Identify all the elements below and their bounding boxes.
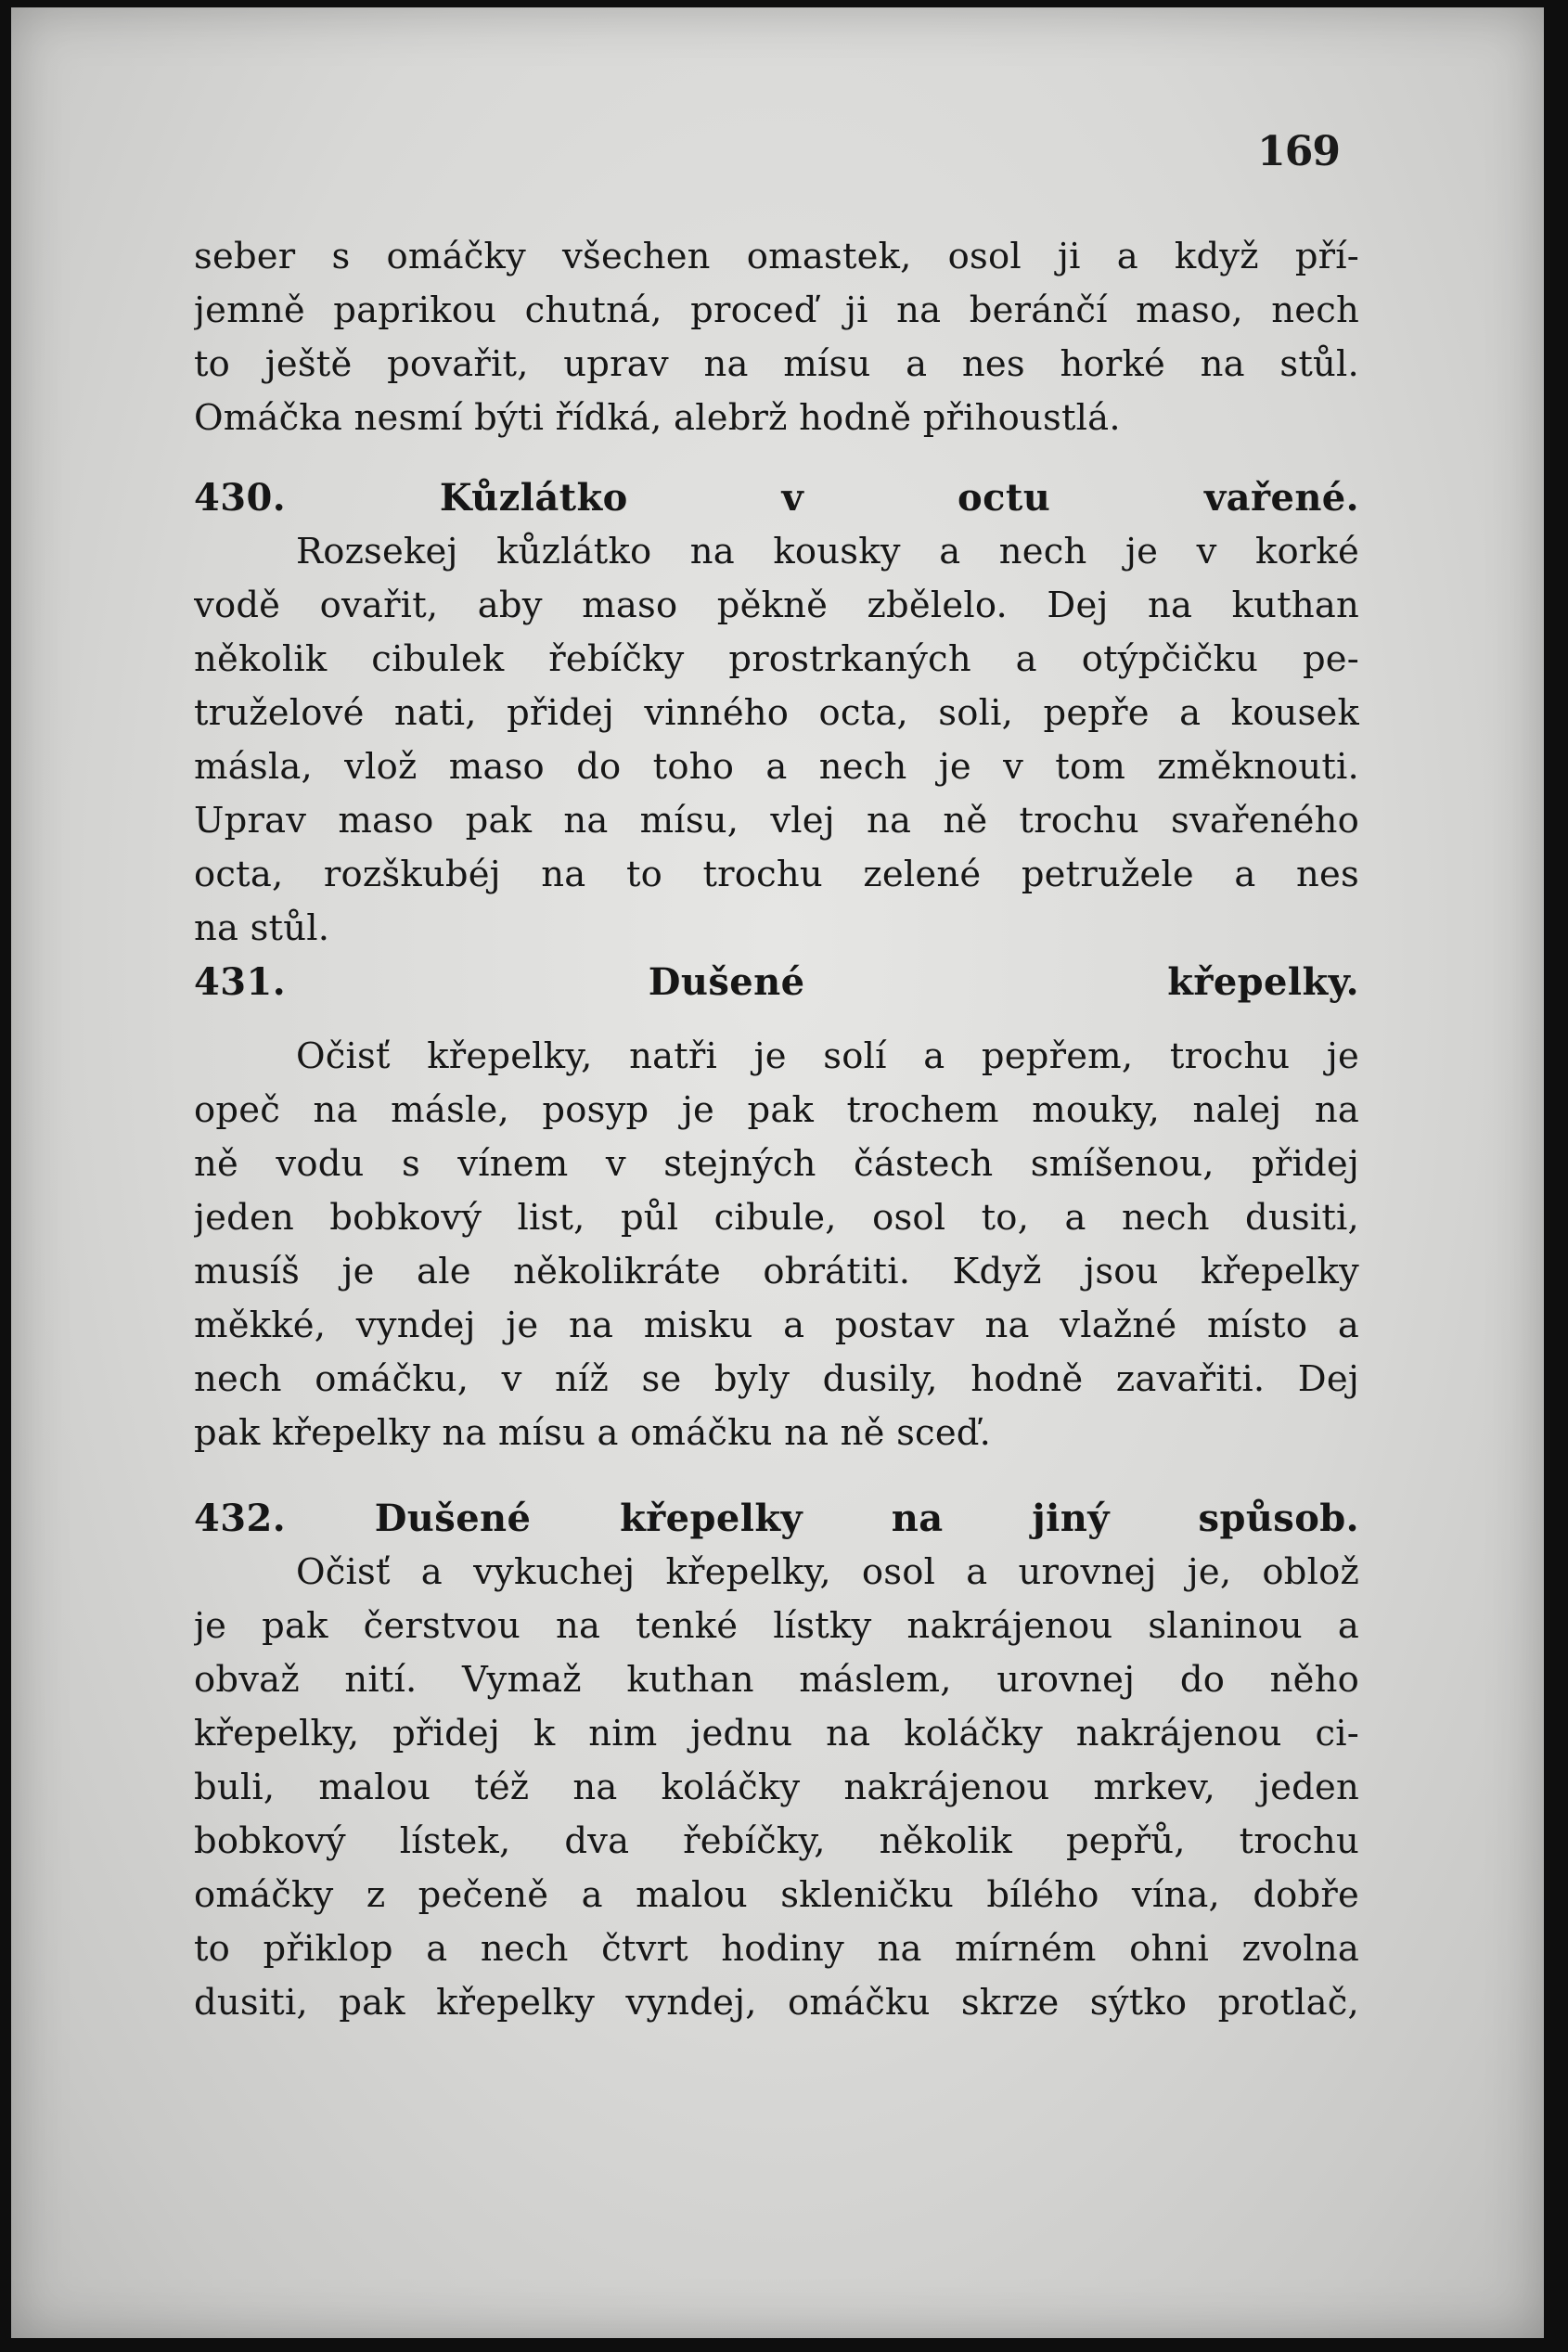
text-line: octa, rozškubéj na to trochu zelené petružele a nes: [194, 854, 1359, 895]
text-line: měkké, vyndej je na misku a postav na vlažné místo a: [194, 1305, 1359, 1346]
recipe-430-paragraph: [194, 525, 1359, 956]
page-body: [194, 230, 1359, 2030]
text-line: dusiti, pak křepelky vyndej, omáčku skrze sýtko protlač,: [194, 1982, 1359, 2024]
text-line: několik cibulek řebíčky prostrkaných a otýpčičku pe-: [194, 638, 1359, 680]
text-line: je pak čerstvou na tenké lístky nakrájenou slaninou a: [194, 1605, 1359, 1647]
text-line: truželové nati, přidej vinného octa, soli, pepře a kousek: [194, 692, 1359, 734]
text-line: omáčky z pečeně a malou skleničku bílého vína, dobře: [194, 1874, 1359, 1916]
text-line: seber s omáčky všechen omastek, osol ji a když pří-: [194, 236, 1359, 277]
text-line: Rozsekej kůzlátko na kousky a nech je v korké: [296, 531, 1359, 572]
text-line: na stůl.: [194, 907, 330, 949]
text-line: másla, vlož maso do toho a nech je v tom změknouti.: [194, 746, 1359, 788]
text-line: ně vodu s vínem v stejných částech smíšenou, přidej: [194, 1143, 1359, 1185]
recipe-heading-432: 432. Dušené křepelky na jiný spůsob.: [194, 1497, 1359, 1540]
text-line: pak křepelky na mísu a omáčku na ně sceď.: [194, 1412, 992, 1454]
text-line: Omáčka nesmí býti řídká, alebrž hodně přihoustlá.: [194, 397, 1121, 439]
text-line: jeden bobkový list, půl cibule, osol to, a nech dusiti,: [194, 1197, 1359, 1239]
text-line: křepelky, přidej k nim jednu na koláčky nakrájenou ci-: [194, 1713, 1359, 1754]
text-line: bobkový lístek, dva řebíčky, několik pepřů, trochu: [194, 1820, 1359, 1862]
text-line: Uprav maso pak na mísu, vlej na ně trochu svařeného: [194, 800, 1359, 842]
page-number: 169: [1257, 128, 1340, 175]
recipe-431-paragraph: [194, 1030, 1359, 1460]
text-line: to přiklop a nech čtvrt hodiny na mírném ohni zvolna: [194, 1928, 1359, 1970]
intro-paragraph: [194, 230, 1359, 445]
text-line: nech omáčku, v níž se byly dusily, hodně zavařiti. Dej: [194, 1358, 1359, 1400]
text-line: obvaž nití. Vymaž kuthan máslem, urovnej do něho: [194, 1659, 1359, 1701]
text-line: buli, malou též na koláčky nakrájenou mrkev, jeden: [194, 1767, 1359, 1808]
text-line: jemně paprikou chutná, proceď ji na beránčí maso, nech: [194, 289, 1359, 331]
text-line: Očisť a vykuchej křepelky, osol a urovnej je, oblož: [296, 1551, 1359, 1593]
text-line: vodě ovařit, aby maso pěkně zbělelo. Dej na kuthan: [194, 585, 1359, 626]
recipe-heading-431: 431. Dušené křepelky.: [194, 960, 1359, 1004]
recipe-heading-430: 430. Kůzlátko v octu vařené.: [194, 476, 1359, 520]
book-page: [11, 7, 1544, 2338]
text-line: opeč na másle, posyp je pak trochem mouky, nalej na: [194, 1089, 1359, 1131]
text-line: to ještě povařit, uprav na mísu a nes horké na stůl.: [194, 343, 1359, 385]
text-line: Očisť křepelky, natři je solí a pepřem, trochu je: [296, 1035, 1359, 1077]
text-line: musíš je ale několikráte obrátiti. Když jsou křepelky: [194, 1251, 1359, 1292]
recipe-432-paragraph: [194, 1546, 1359, 2030]
